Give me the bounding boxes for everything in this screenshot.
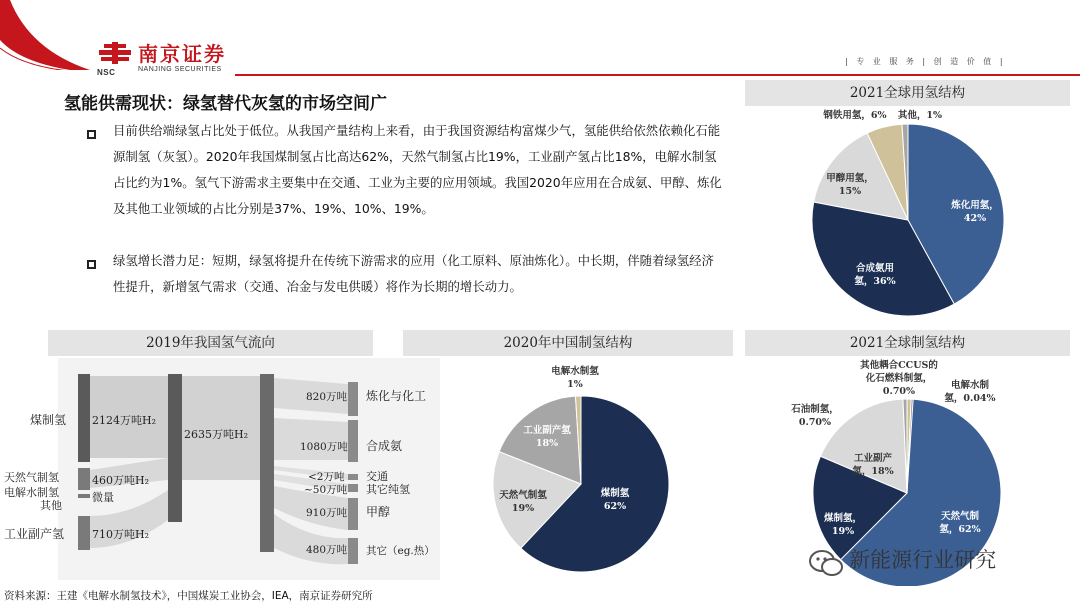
sankey-title: 2019年我国氢气流向: [48, 330, 373, 356]
output-label: 炼化与化工: [366, 389, 427, 403]
sankey-diagram: [0, 358, 440, 580]
output-value: 910万吨: [306, 507, 348, 519]
output-value: ~50万吨: [304, 484, 348, 496]
output-label: 其它纯氢: [366, 483, 410, 496]
page-title: 氢能供需现状：绿氢替代灰氢的市场空间广: [64, 94, 387, 114]
pie-label-4: 其他，1%: [897, 110, 943, 121]
node-other-pure: [348, 484, 358, 492]
source-label: 工业副产氢: [4, 527, 65, 541]
pie-label-2: 工业副产氢 18%: [523, 425, 571, 449]
node-byproduct: [78, 516, 90, 550]
node-other-heat: [348, 538, 358, 564]
node-electrolysis: [78, 494, 90, 498]
header-red-swoosh: [0, 0, 90, 70]
output-label: 其它（eg.热）: [366, 545, 435, 557]
tagline: | 专 业 服 务 | 创 造 价 值 |: [845, 57, 1006, 66]
pie-label-5: 电解水制氢，0.04%: [944, 380, 996, 404]
bullet-text-1: 目前供给端绿氢占比处于低位。从我国产量结构上来看，由于我国资源结构富煤少气，氢能供给依然依赖化石能源制氢（灰氢）。2020年我国煤制氢占比高达62%，天然气制氢占比19%，工业副产氢占比18%，电解水制氢占比约为1%。氢气下游需求主要集中在交通、工业为主要的应用领域。我国2020年应用在合成氨、甲醇、炼化及其他工业领域的占比分别是37%、19%、10%、19%。: [113, 123, 722, 216]
node-gas: [78, 468, 90, 490]
source-label: 其他: [40, 499, 62, 512]
pie-label-3: 电解水制氢 1%: [551, 366, 599, 390]
pie-label-3: 石油制氢， 0.70%: [791, 404, 839, 428]
source-value: 2124万吨H₂: [92, 414, 156, 427]
source-note: 资料来源：王建《电解水制氢技术》，中国煤炭工业协会，IEA，南京证券研究所: [4, 590, 373, 602]
output-label: 甲醇: [366, 505, 391, 519]
watermark-text: 新能源行业研究: [849, 548, 997, 572]
source-value: 460万吨H₂: [92, 474, 149, 487]
source-value: 微量: [92, 491, 114, 504]
pie-label-2: 甲醇用氢， 15%: [826, 173, 874, 197]
output-label: 交通: [366, 470, 388, 483]
pie-label-1: 合成氨用氢，36%: [854, 263, 896, 287]
pie-label-0: 炼化用氢， 42%: [951, 200, 999, 224]
chart-title-global-prod: 2021全球制氢结构: [745, 330, 1070, 356]
output-value: <2万吨: [308, 471, 345, 483]
node-refining: [348, 382, 358, 416]
node-methanol: [348, 498, 358, 530]
source-label: 煤制氢: [30, 413, 67, 427]
pie-label-1: 煤制氢， 19%: [823, 513, 863, 537]
brand-name: 南京证券: [138, 42, 226, 66]
output-value: 1080万吨: [300, 441, 348, 453]
brand-english: NANJING SECURITIES: [138, 66, 222, 73]
source-label: 电解水制氢: [4, 486, 59, 499]
chart-title-global-use: 2021全球用氢结构: [745, 80, 1070, 106]
flow-ammonia: [274, 418, 348, 460]
bullet-marker: [87, 260, 96, 269]
node-split: [260, 374, 274, 552]
output-label: 合成氨: [366, 439, 403, 453]
pie-label-0: 天然气制氢，62%: [939, 511, 981, 535]
chart-title-china-prod: 2020年中国制氢结构: [403, 330, 733, 356]
pie-label-3: 钢铁用氢，6%: [823, 110, 887, 121]
pie-label-0: 煤制氢 62%: [600, 488, 630, 512]
node-total: [168, 374, 182, 522]
source-label: 天然气制氢: [4, 471, 59, 484]
pie-chart-china-prod: [403, 356, 733, 578]
logo: [97, 42, 133, 76]
bullet-text-2: 绿氢增长潜力足：短期，绿氢将提升在传统下游需求的应用（化工原料、原油炼化）。中长期，伴随着绿氢经济性提升，新增氢气需求（交通、冶金与发电供暖）将作为长期的增长动力。: [113, 253, 714, 294]
pie-label-2: 工业副产氢，18%: [852, 453, 894, 477]
output-value: 480万吨: [306, 544, 348, 556]
header-rule: [235, 74, 1080, 76]
bullet-marker: [87, 130, 96, 139]
pie-chart-global-use: [745, 106, 1070, 324]
node-ammonia: [348, 420, 358, 462]
node-coal: [78, 374, 90, 462]
total-value: 2635万吨H₂: [184, 428, 248, 441]
pie-label-1: 天然气制氢 19%: [499, 490, 547, 514]
pie-label-4: 其他耦合CCUS的化石燃料制氢， 0.70%: [860, 360, 938, 397]
source-value: 710万吨H₂: [92, 528, 149, 541]
wechat-icon: [808, 548, 844, 578]
output-value: 820万吨: [306, 391, 348, 403]
brand-short: NSC: [97, 68, 116, 77]
node-transport: [348, 474, 358, 480]
wechat-watermark: [808, 544, 996, 578]
